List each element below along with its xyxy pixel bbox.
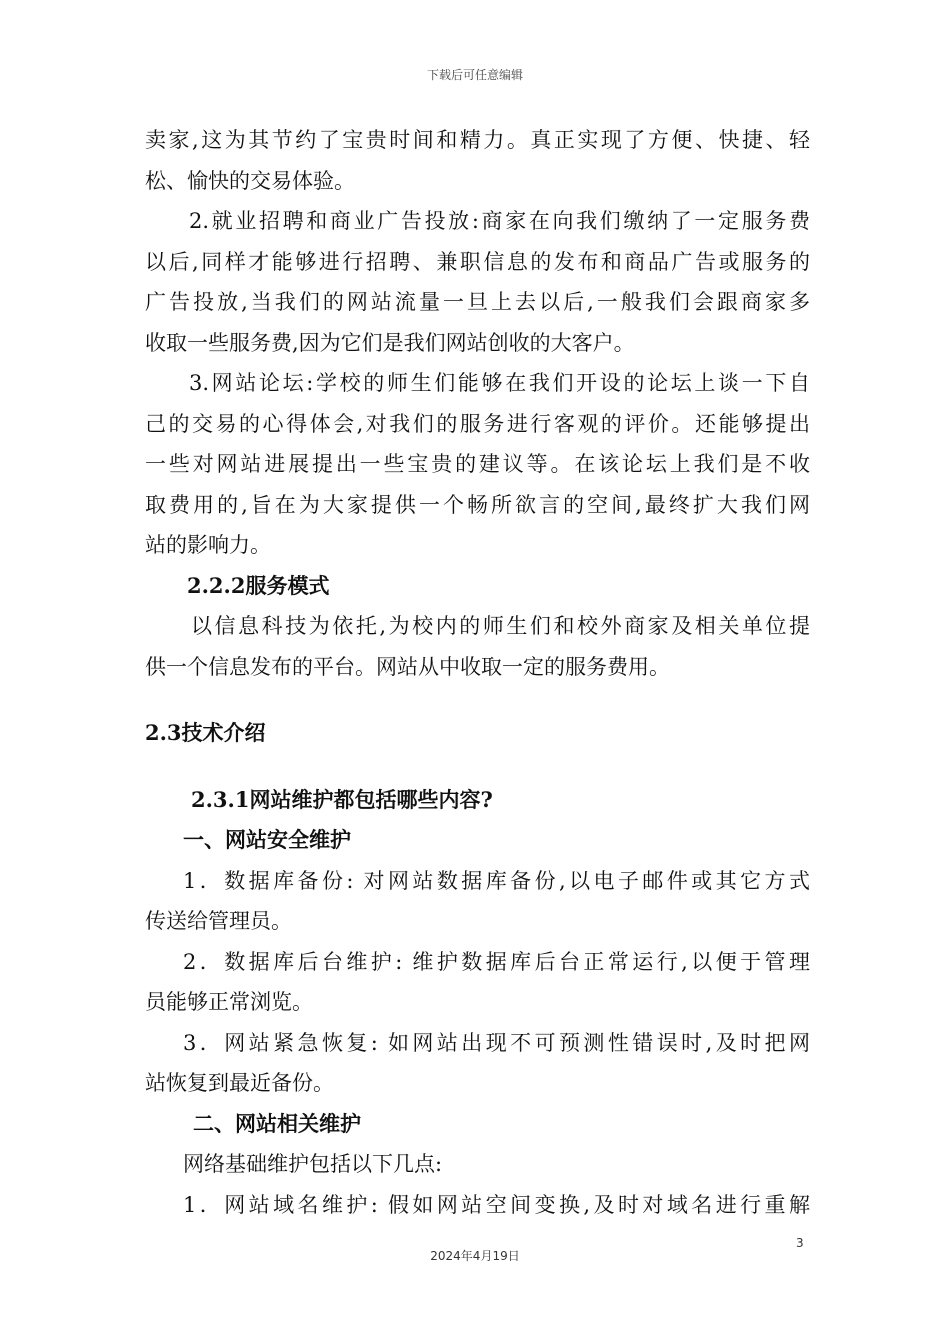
paragraph-line: 己的交易的心得体会,对我们的服务进行客观的评价。还能够提出 (145, 411, 810, 436)
list-item-line: 员能够正常浏览。 (145, 990, 313, 1014)
document-body (145, 120, 810, 1225)
subsection-heading-security: 一、网站安全维护 (183, 827, 351, 852)
list-item-line: 1．数据库备份: 对网站数据库备份,以电子邮件或其它方式 (183, 868, 810, 893)
section-heading-2-3-1: 2.3.1网站维护都包括哪些内容? (191, 786, 493, 812)
paragraph-line: 以后,同样才能够进行招聘、兼职信息的发布和商品广告或服务的 (145, 249, 810, 274)
list-item-line: 传送给管理员。 (145, 909, 292, 933)
paragraph-line: 以信息科技为依托,为校内的师生们和校外商家及相关单位提 (191, 614, 810, 638)
paragraph-line: 2.就业招聘和商业广告投放:商家在向我们缴纳了一定服务费 (189, 209, 810, 233)
list-item-line: 站恢复到最近备份。 (145, 1071, 334, 1095)
spacer (145, 754, 810, 780)
list-item-line: 3．网站紧急恢复: 如网站出现不可预测性错误时,及时把网 (183, 1030, 810, 1055)
list-item-line: 1．网站域名维护: 假如网站空间变换,及时对域名进行重解 (183, 1192, 810, 1217)
section-heading-2-3: 2.3技术介绍 (145, 720, 266, 745)
paragraph-line: 站的影响力。 (145, 533, 271, 557)
paragraph-line: 3.网站论坛:学校的师生们能够在我们开设的论坛上谈一下自 (189, 371, 810, 395)
paragraph-line: 供一个信息发布的平台。网站从中收取一定的服务费用。 (145, 654, 670, 679)
paragraph-line: 卖家,这为其节约了宝贵时间和精力。真正实现了方便、快捷、轻 (145, 128, 810, 152)
paragraph-line: 松、愉快的交易体验。 (145, 168, 355, 193)
footer-date: 2024年4月19日 (430, 1249, 520, 1263)
section-heading-2-2-2: 2.2.2服务模式 (187, 572, 330, 598)
paragraph-line: 收取一些服务费,因为它们是我们网站创收的大客户。 (145, 330, 635, 355)
list-item-line: 2．数据库后台维护: 维护数据库后台正常运行,以便于管理 (183, 949, 810, 974)
page-header: 下载后可任意编辑 (426, 68, 523, 82)
paragraph-line: 广告投放,当我们的网站流量一旦上去以后,一般我们会跟商家多 (145, 290, 810, 314)
paragraph-line: 一些对网站进展提出一些宝贵的建议等。在该论坛上我们是不收 (145, 452, 810, 476)
paragraph-line: 网络基础维护包括以下几点: (183, 1152, 443, 1176)
paragraph-line: 取费用的,旨在为大家提供一个畅所欲言的空间,最终扩大我们网 (145, 492, 810, 517)
page-number: 3 (796, 1236, 804, 1250)
spacer (145, 687, 810, 713)
subsection-heading-related: 二、网站相关维护 (193, 1110, 361, 1136)
